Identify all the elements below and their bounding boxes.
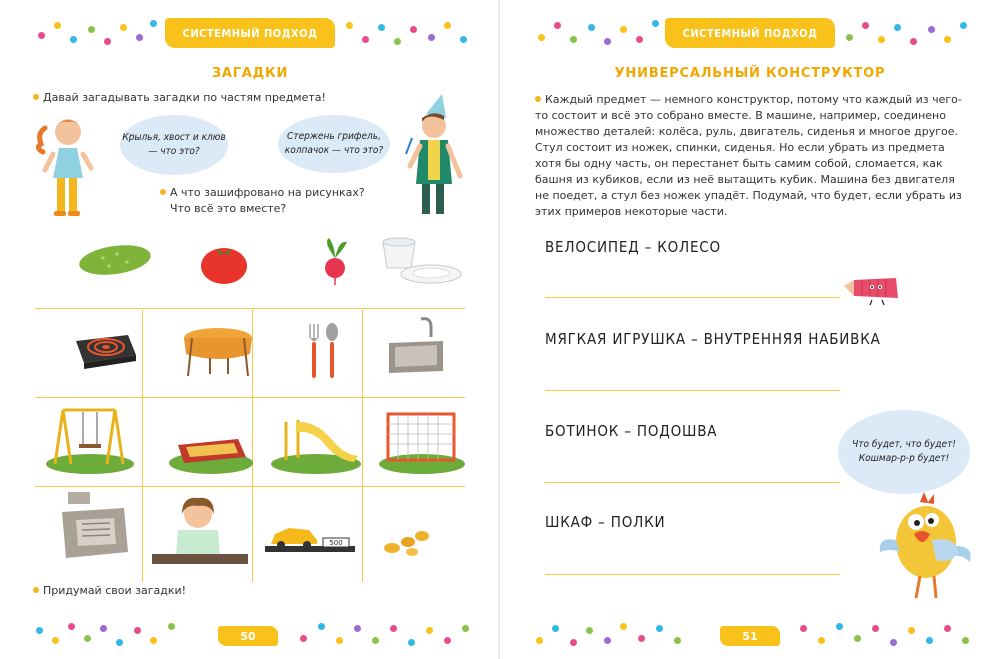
intro-paragraph bbox=[535, 92, 965, 220]
answer-line[interactable] bbox=[545, 574, 840, 575]
answer-line[interactable] bbox=[545, 390, 840, 391]
paragraph-text: Каждый предмет — немного конструктор, потому что каждый из чего-то состоит и всё это собрано вместе. В машине, например, соединено множество деталей: колёса, руль, двигатель, сиденья и многое другое. Стул состоит из ножек, спинки, сиденья. Но если убрать из предмета хотя бы одну часть, он перестанет быть самим собой, сломается, как башня из кубиков, если из неё вытащить кубик. Машина без двигателя не поедет, а стул без ножек упадёт. Подумай, что будет, если убрать из этих примеров некоторые части. bbox=[535, 93, 962, 218]
boy-illustration bbox=[398, 92, 468, 222]
tomato-image bbox=[198, 240, 250, 286]
swing-image bbox=[45, 404, 135, 474]
question-line-1: А что зашифровано на рисунках? bbox=[170, 186, 365, 199]
price-tag-text: 500 bbox=[329, 539, 343, 547]
speech-bubble-bird: Что будет, что будет! Кошмар-р-р будет! bbox=[838, 410, 970, 494]
radish-image bbox=[315, 236, 355, 286]
grid-line bbox=[35, 308, 465, 309]
answer-prompt: МЯГКАЯ ИГРУШКА – ВНУТРЕННЯЯ НАБИВКА bbox=[545, 330, 881, 348]
slide-image bbox=[270, 412, 362, 474]
bullet-dot bbox=[33, 94, 39, 100]
page-number: 51 bbox=[720, 626, 780, 646]
outro-label: Придумай свои загадки! bbox=[43, 584, 187, 597]
intro-text bbox=[33, 90, 326, 106]
answer-prompt: ШКАФ – ПОЛКИ bbox=[545, 513, 666, 531]
answer-prompt: БОТИНОК – ПОДОШВА bbox=[545, 422, 718, 440]
goal-net-image bbox=[378, 406, 466, 474]
toy-car-image bbox=[265, 520, 355, 556]
girl-illustration bbox=[35, 108, 105, 223]
bullet-dot bbox=[160, 189, 166, 195]
hotplate-image bbox=[72, 325, 140, 371]
grid-line bbox=[35, 486, 465, 487]
bird-illustration bbox=[876, 490, 976, 605]
bullet-dot bbox=[33, 587, 39, 593]
cashier-image bbox=[148, 492, 253, 567]
answer-line[interactable] bbox=[545, 297, 840, 298]
question-text bbox=[160, 185, 365, 217]
grid-line bbox=[142, 310, 143, 582]
grid-line bbox=[35, 397, 465, 398]
page-title: ЗАГАДКИ bbox=[211, 66, 289, 81]
yogurt-plate-image bbox=[375, 232, 465, 287]
right-page bbox=[500, 0, 1000, 659]
page-number: 50 bbox=[218, 626, 278, 646]
pencil-character-image bbox=[842, 272, 904, 306]
section-banner: СИСТЕМНЫЙ ПОДХОД bbox=[665, 18, 835, 48]
sandbox-image bbox=[168, 425, 254, 475]
grid-line bbox=[362, 310, 363, 582]
cucumber-image bbox=[75, 240, 155, 280]
page-title: УНИВЕРСАЛЬНЫЙ КОНСТРУКТОР bbox=[614, 66, 886, 81]
coins-image bbox=[380, 528, 434, 556]
speech-bubble-boy: Стержень грифель, колпачок — что это? bbox=[278, 115, 390, 173]
sink-image bbox=[385, 315, 447, 377]
question-line-2: Что всё это вместе? bbox=[170, 202, 287, 215]
answer-prompt: ВЕЛОСИПЕД – КОЛЕСО bbox=[545, 238, 721, 256]
answer-line[interactable] bbox=[545, 482, 840, 483]
table-image bbox=[180, 322, 256, 378]
speech-bubble-girl: Крылья, хвост и клюв — что это? bbox=[120, 115, 228, 175]
cash-register-image bbox=[58, 490, 133, 562]
fork-spoon-image bbox=[300, 320, 346, 382]
section-banner: СИСТЕМНЫЙ ПОДХОД bbox=[165, 18, 335, 48]
outro-text bbox=[33, 583, 186, 599]
bullet-dot bbox=[535, 96, 541, 102]
intro-label: Давай загадывать загадки по частям предмета! bbox=[43, 91, 326, 104]
